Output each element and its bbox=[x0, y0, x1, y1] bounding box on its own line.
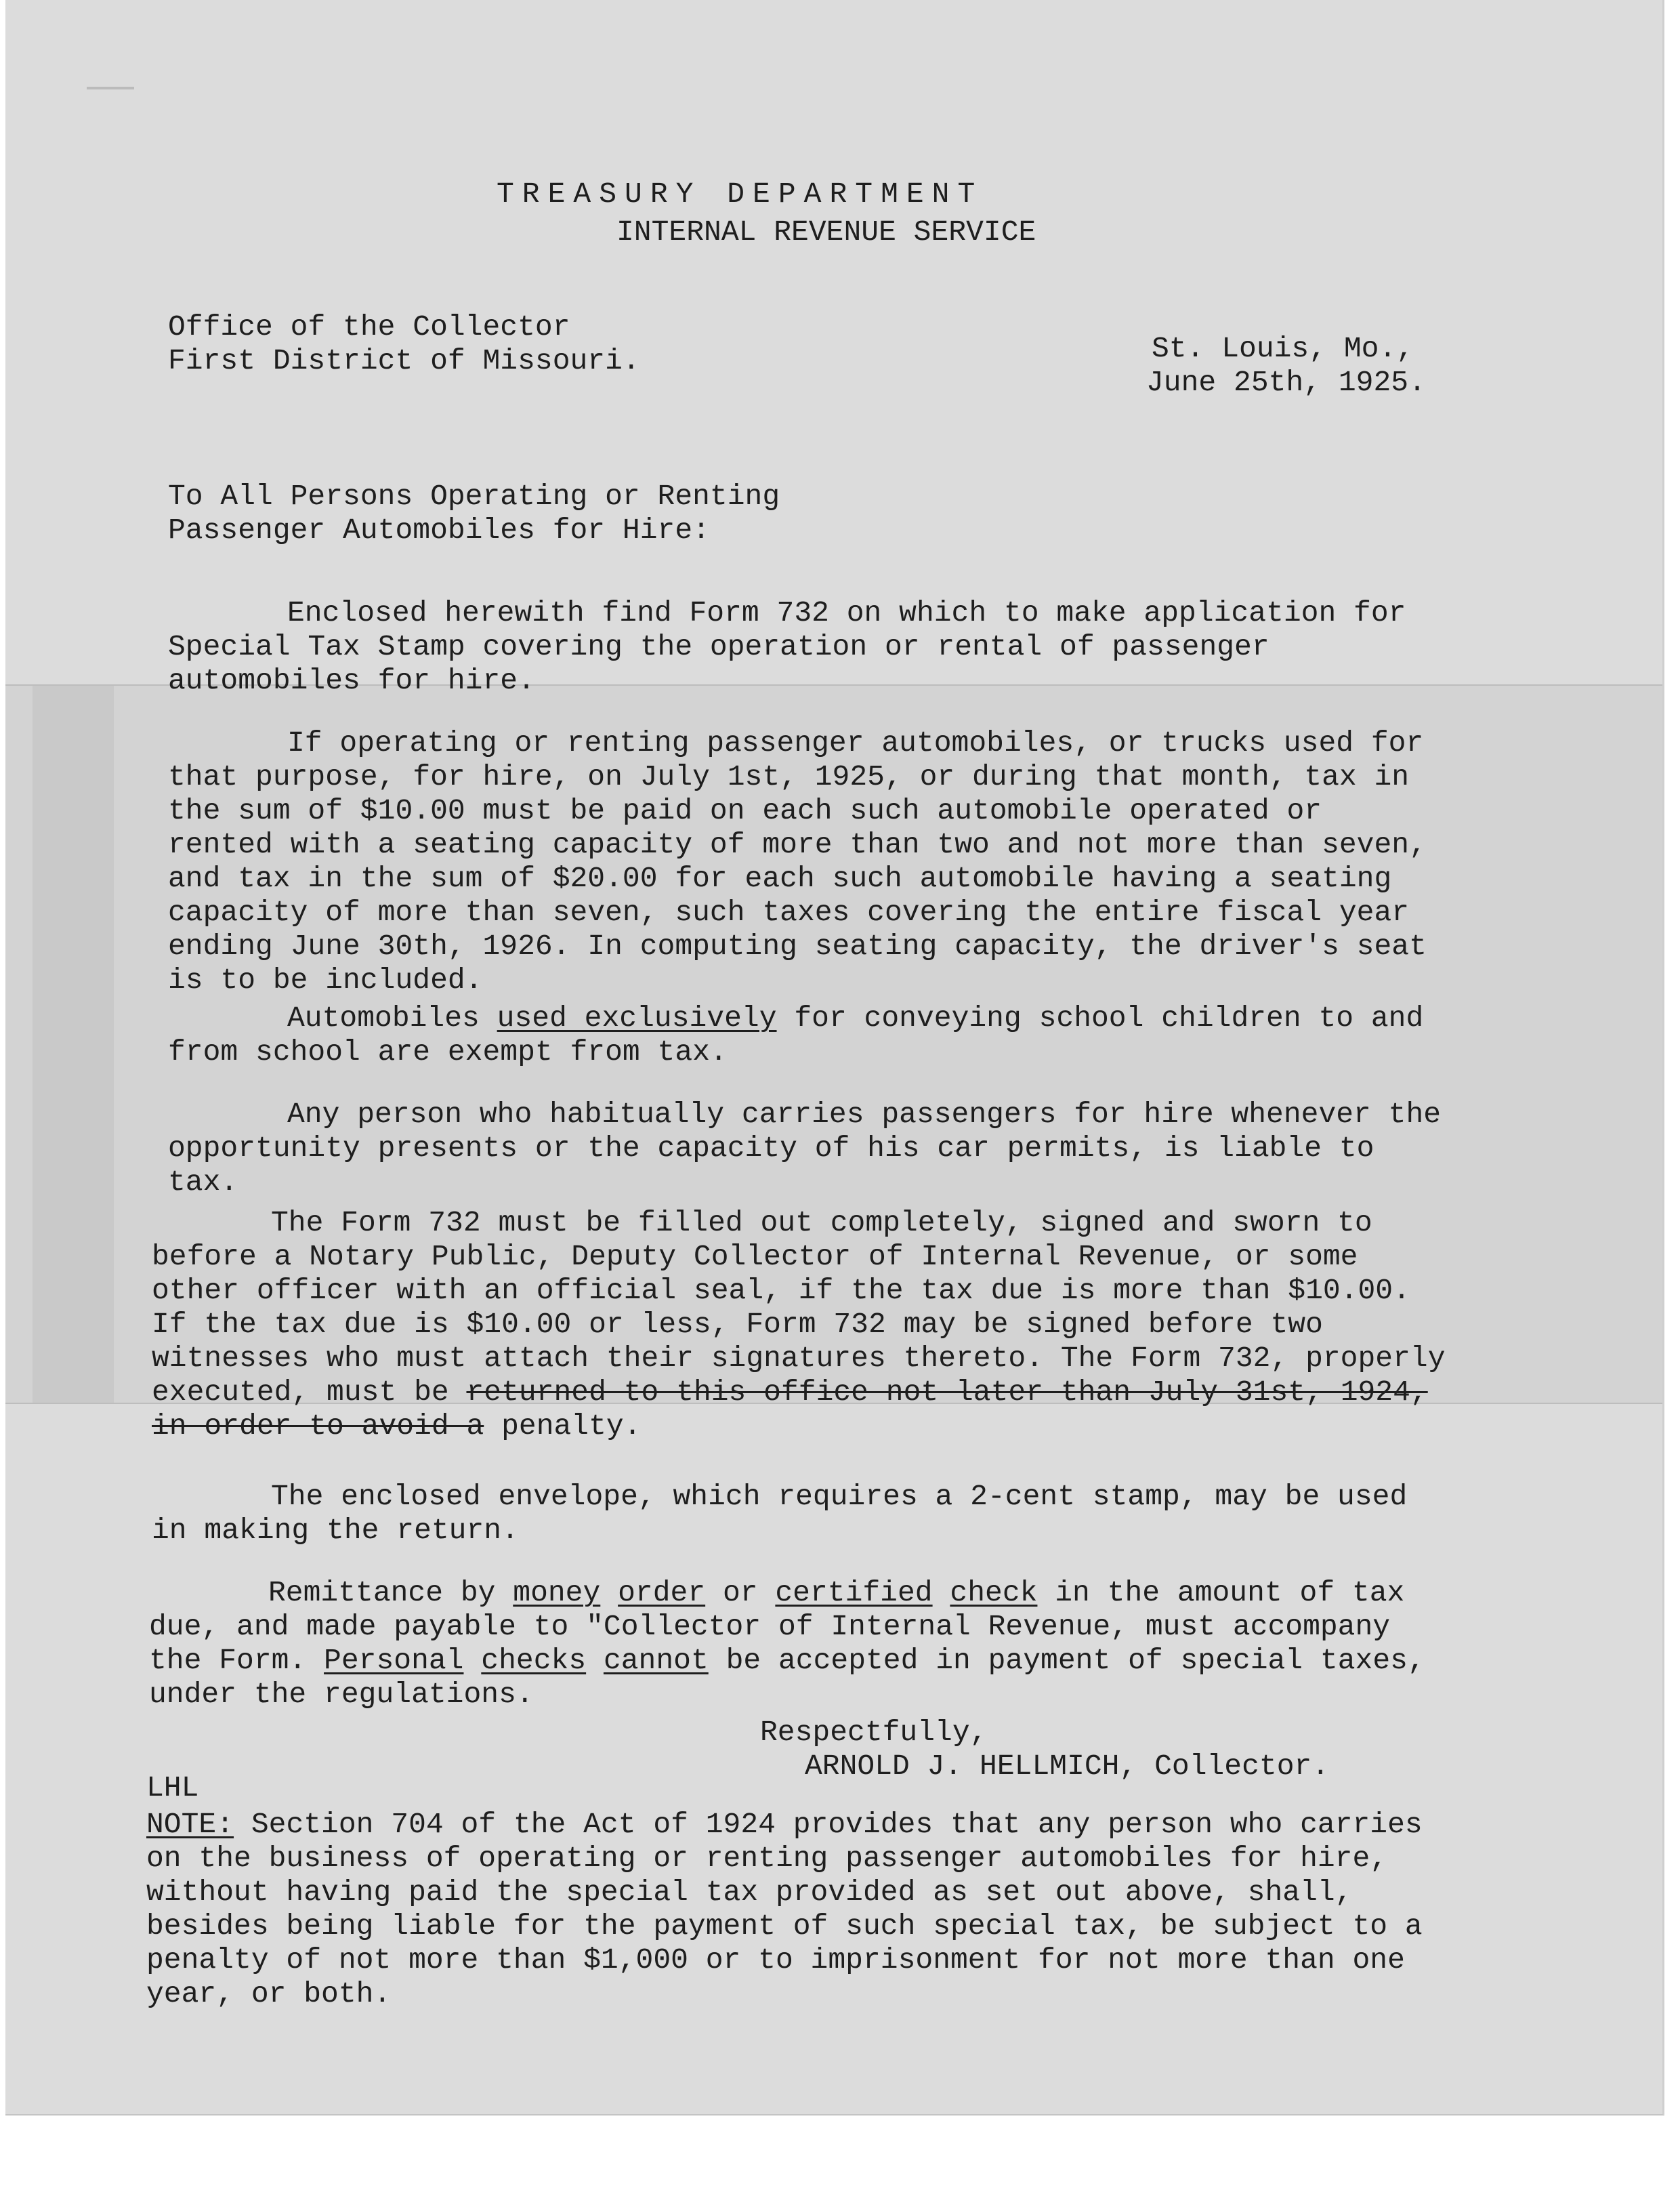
p7-underline-certified: certified bbox=[775, 1576, 933, 1609]
p5-struck-text: returned to this office not later than July 31st, 1924, in order to avoid a bbox=[152, 1376, 1428, 1443]
p7-space-3 bbox=[463, 1644, 481, 1677]
service-heading: INTERNAL REVENUE SERVICE bbox=[616, 215, 1036, 249]
salutation-line-1: To All Persons Operating or Renting bbox=[168, 480, 780, 513]
p7-space-1 bbox=[600, 1576, 618, 1609]
paragraph-tax-rates: If operating or renting passenger automobiles, or trucks used for that purpose, for hire, on July 1st, 1925, or during that month, tax in the sum of $10.00 must be paid on each such automobile operated or rented with a seating capacity of more than two and not more than seven, and tax in the sum of $20.00 for each such automobile having a seating capacity of more than seven, such taxes covering the entire fiscal year ending June 30th, 1926. In computing seating capacity, the driver's seat is to be included. bbox=[168, 726, 1427, 997]
paragraph-school-exemption bbox=[168, 1002, 1475, 1069]
p7-underline-checks: checks bbox=[481, 1644, 587, 1677]
p7-underline-cannot: cannot bbox=[603, 1644, 709, 1677]
p7-space-2 bbox=[933, 1576, 950, 1609]
salutation-line-2: Passenger Automobiles for Hire: bbox=[168, 514, 710, 547]
office-line-1: Office of the Collector bbox=[168, 310, 570, 344]
p3-underlined: used exclusively bbox=[497, 1002, 777, 1035]
p7-text-b: or bbox=[705, 1576, 776, 1609]
paragraph-form-execution bbox=[152, 1206, 1459, 1443]
note-text: Section 704 of the Act of 1924 provides that any person who carries on the business of operating or renting passenger automobiles for hire, without having paid the special tax provided as set out above, shall, besides being liable for the payment of such special tax, be subject to a penalty of not more than $1,000 or to imprisonment for not more than one year, or both. bbox=[146, 1808, 1423, 2010]
office-line-2: First District of Missouri. bbox=[168, 344, 640, 377]
paragraph-enclosed-form: Enclosed herewith find Form 732 on which to make application for Special Tax Stamp covering the operation or rental of passenger automobiles for hire. bbox=[168, 596, 1406, 697]
p7-underline-personal: Personal bbox=[324, 1644, 464, 1677]
p3-text-b: for conveying school children to and from school are exempt from tax. bbox=[168, 1002, 1424, 1069]
p7-text-c: in the amount of tax due, and made payable to "Collector of Internal Revenue, must accompany the Form. bbox=[149, 1576, 1405, 1677]
department-heading: TREASURY DEPARTMENT bbox=[497, 178, 984, 211]
p5-text-a: The Form 732 must be filled out completely, signed and sworn to before a Notary Public, Deputy Collector of Internal Revenue, or some other officer with an official seal, if the tax due is more than $10.00. If the tax due is $10.00 or less, Form 732 may be signed before two witnesses who must attach their signatures thereto. The Form 732, properly executed, must be bbox=[152, 1206, 1446, 1409]
p7-underline-check: check bbox=[950, 1576, 1038, 1609]
paragraph-liability: Any person who habitually carries passengers for hire whenever the opportunity presents or the capacity of his car permits, is liable to tax. bbox=[168, 1098, 1442, 1199]
paragraph-envelope: The enclosed envelope, which requires a 2-cent stamp, may be used in making the return. bbox=[152, 1480, 1408, 1547]
typist-initials: LHL bbox=[146, 1771, 199, 1804]
p5-text-b: penalty. bbox=[484, 1409, 642, 1443]
p3-text-a: Automobiles bbox=[287, 1002, 497, 1035]
p7-text-d: be accepted in payment of special taxes, under the regulations. bbox=[149, 1644, 1425, 1711]
closing-respectfully: Respectfully, bbox=[760, 1716, 988, 1749]
paragraph-remittance bbox=[149, 1576, 1436, 1712]
dateline-place: St. Louis, Mo., bbox=[1152, 332, 1414, 365]
p7-underline-money: money bbox=[513, 1576, 601, 1609]
paper-mark bbox=[87, 87, 134, 89]
dateline-date: June 25th, 1925. bbox=[1146, 366, 1426, 399]
p7-text-a: Remittance by bbox=[268, 1576, 513, 1609]
closing-signature: ARNOLD J. HELLMICH, Collector. bbox=[805, 1750, 1330, 1783]
p7-underline-order: order bbox=[618, 1576, 706, 1609]
note-label: NOTE: bbox=[146, 1808, 234, 1841]
p7-space-4 bbox=[586, 1644, 604, 1677]
fold-shadow bbox=[33, 686, 114, 1404]
note-section bbox=[146, 1808, 1474, 2011]
